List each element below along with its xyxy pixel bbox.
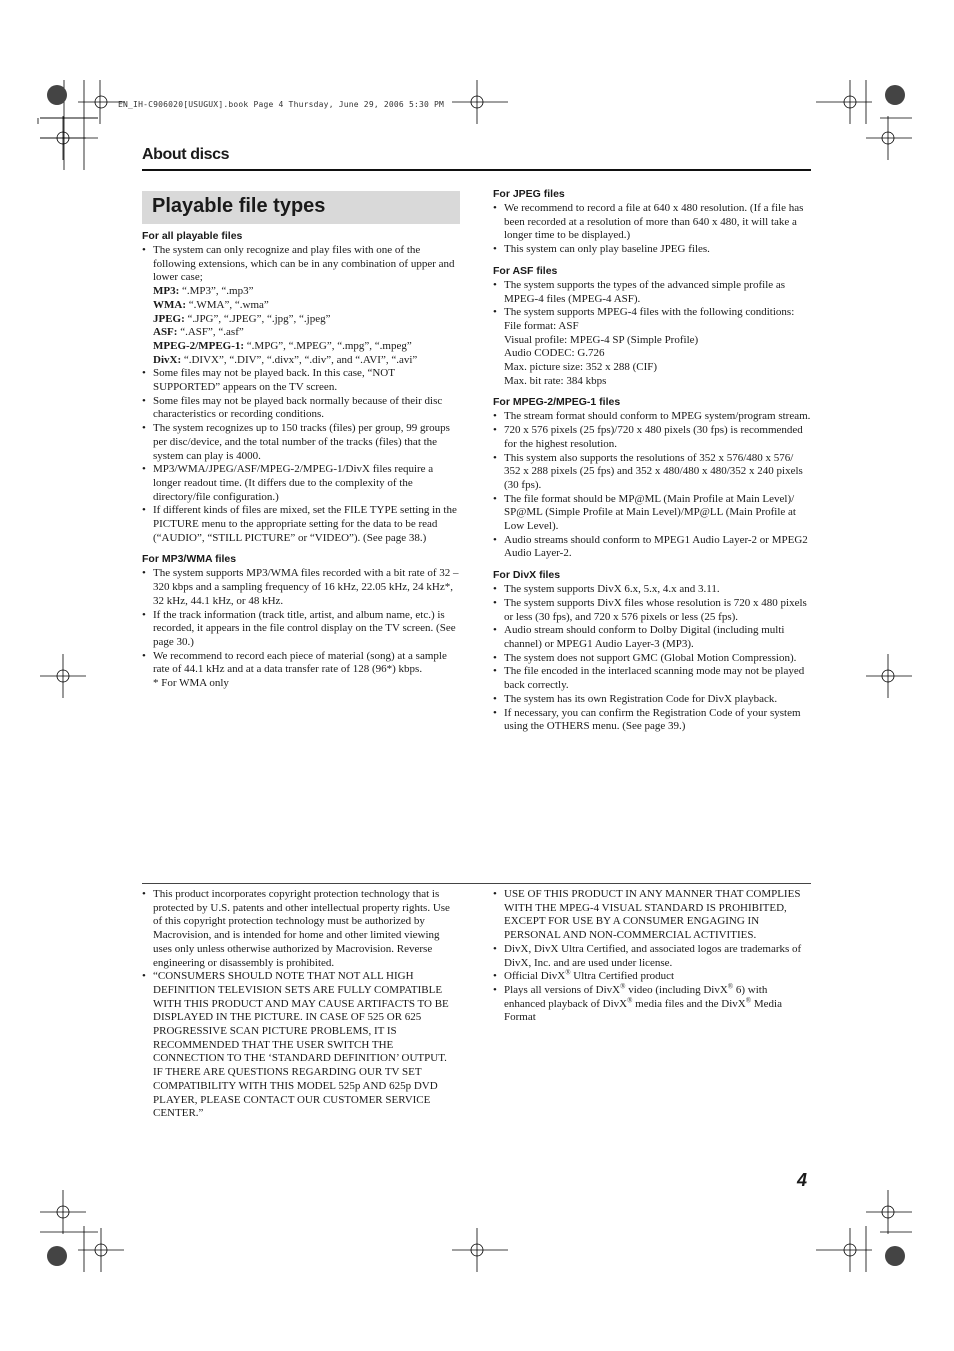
list-item: • The system supports DivX 6.x, 5.x, 4.x and 3.11.	[493, 583, 811, 597]
list-item: • Some files may not be played back normally because of their disc characteristics or recording conditions.	[142, 395, 460, 422]
legal-item: • “CONSUMERS SHOULD NOTE THAT NOT ALL HIGH DEFINITION TELEVISION SETS ARE FULLY COMPATIBLE WITH THIS PRODUCT AND MAY CAUSE ARTIFACTS TO BE DISPLAYED IN THE PICTURE. IN CASE OF 525 OR 625 PROGRESSIVE SCAN PICTURE PROBLEMS, IT IS RECOMMENDED THAT THE USER SWITCH THE CONNECTION TO THE ‘STANDARD DEFINITION’ OUTPUT. IF THERE ARE QUESTIONS REGARDING OUR TV SET COMPATIBILITY WITH THIS MODEL 525p AND 625p DVD PLAYER, PLEASE CONTACT OUR CUSTOMER SERVICE CENTER.”	[142, 970, 460, 1121]
list-item: • Audio stream should conform to Dolby Digital (including multi channel) or MPEG1 Audio Layer-3 (MP3).	[493, 624, 811, 651]
left-column	[142, 230, 460, 691]
list-item: • We recommend to record each piece of material (song) at a sample rate of 44.1 kHz and at a data transfer rate of 128 (96*) kbps.	[142, 650, 460, 677]
list-item: • The system supports MP3/WMA files recorded with a bit rate of 32 – 320 kbps and a sampling frequency of 16 kHz, 22.05 kHz, 24 kHz*, 32 kHz, 44.1 kHz, or 48 kHz.	[142, 567, 460, 608]
asf-condition: Max. bit rate: 384 kbps	[504, 374, 607, 387]
section-title: About discs	[142, 146, 230, 163]
page-number: 4	[797, 1170, 808, 1190]
legal-right	[493, 888, 811, 1025]
legal-item: • Plays all versions of DivX® video (including DivX® 6) with enhanced playback of DivX® media files and the DivX® Media Format	[493, 984, 811, 1025]
list-item: • Audio streams should conform to MPEG1 Audio Layer-2 or MPEG2 Audio Layer-2.	[493, 534, 811, 561]
right-column	[493, 188, 811, 734]
list-item: • The file encoded in the interlaced scanning mode may not be played back correctly.	[493, 665, 811, 692]
print-header: EN_IH-C906020[USUGUX].book Page 4 Thursday, June 29, 2006 5:30 PM	[118, 100, 445, 109]
heading-divx: For DivX files	[493, 569, 561, 582]
list-item: • This system can only play baseline JPEG files.	[493, 243, 811, 257]
legal-item: • Official DivX® Ultra Certified product	[493, 970, 811, 984]
extension-list: MP3: “.MP3”, “.mp3” WMA: “.WMA”, “.wma” JPEG: “.JPG”, “.JPEG”, “.jpg”, “.jpeg” ASF: “.ASF”, “.asf” MPEG-2/MPEG-1: “.MPG”, “.MPEG”, “.mpg”, “.mpeg” DivX: “.DIVX”, “.DIV”, “.divx”, “.div”, and “.AVI”, “.avi”	[153, 285, 418, 366]
list-item: • The system supports the types of the advanced simple profile as MPEG-4 files (MPEG-4 ASF).	[493, 279, 811, 306]
list-item: • The system supports MPEG-4 files with the following conditions: File format: ASF Visual profile: MPEG-4 SP (Simple Profile) Audio CODEC: G.726 Max. picture size: 352 x 288 (CIF) Max. bit rate: 384 kbps	[493, 306, 811, 388]
legal-item: • DivX, DivX Ultra Certified, and associated logos are trademarks of DivX, Inc. and are used under license.	[493, 943, 811, 970]
legal-item: • This product incorporates copyright protection technology that is protected by U.S. patents and other intellectual property rights. Use of this copyright protection technology must be authorized by Macrovision, and is intended for home and other limited viewing uses only unless otherwise authorized by Macrovision. Reverse engineering or disassembly is prohibited.	[142, 888, 460, 970]
asf-condition: File format: ASF	[504, 319, 579, 332]
list-item: • We recommend to record a file at 640 x 480 resolution. (If a file has been recorded at a resolution of more than 640 x 480, it will take a longer time to be displayed.)	[493, 202, 811, 243]
list-item: • 720 x 576 pixels (25 fps)/720 x 480 pixels (30 fps) is recommended for the highest resolution.	[493, 424, 811, 451]
list-item: • If different kinds of files are mixed, set the FILE TYPE setting in the PICTURE menu to the appropriate setting for the data to be read (“AUDIO”, “STILL PICTURE” or “VIDEO”). (See page 38.)	[142, 504, 460, 545]
asf-condition: Max. picture size: 352 x 288 (CIF)	[504, 361, 658, 374]
heading-jpeg: For JPEG files	[493, 188, 565, 200]
section-rule	[142, 169, 811, 171]
heading-all-files: For all playable files	[142, 230, 243, 242]
asf-condition: Visual profile: MPEG-4 SP (Simple Profile)	[504, 333, 699, 346]
legal-item: • USE OF THIS PRODUCT IN ANY MANNER THAT COMPLIES WITH THE MPEG-4 VISUAL STANDARD IS PROHIBITED, EXCEPT FOR USE BY A CONSUMER ENGAGING IN PERSONAL AND NON-COMMERCIAL ACTIVITIES.	[493, 888, 811, 943]
list-item: • Some files may not be played back. In this case, “NOT SUPPORTED” appears on the TV screen.	[142, 367, 460, 394]
list-item: • This system also supports the resolutions of 352 x 576/480 x 576/ 352 x 288 pixels (25 fps) and 352 x 480/480 x 480/352 x 240 pixels (30 fps).	[493, 452, 811, 493]
list-item: • The file format should be MP@ML (Main Profile at Main Level)/ SP@ML (Simple Profile at Main Level)/MP@LL (Main Profile at Low Level).	[493, 493, 811, 534]
asf-condition: Audio CODEC: G.726	[504, 347, 605, 360]
list-item: • The system does not support GMC (Global Motion Compression).	[493, 652, 811, 666]
heading-asf: For ASF files	[493, 264, 558, 277]
title-box	[142, 191, 460, 224]
heading-mpeg: For MPEG-2/MPEG-1 files	[493, 396, 621, 409]
list-item: • If the track information (track title, artist, and album name, etc.) is recorded, it appears in the file control display on the TV screen. (See page 30.)	[142, 609, 460, 650]
page-title: Playable file types	[152, 195, 326, 217]
wma-note: * For WMA only	[153, 677, 229, 690]
legal-left	[142, 888, 460, 1121]
heading-mp3-wma: For MP3/WMA files	[142, 553, 237, 566]
legal-divider	[142, 883, 811, 884]
list-item: • If necessary, you can confirm the Registration Code of your system using the OTHERS menu. (See page 39.)	[493, 707, 811, 734]
list-item: • The stream format should conform to MPEG system/program stream.	[493, 410, 811, 424]
list-item: • The system recognizes up to 150 tracks (files) per group, 99 groups per disc/device, and the total number of the tracks (files) that the system can play is 4000.	[142, 422, 460, 463]
list-item: • MP3/WMA/JPEG/ASF/MPEG-2/MPEG-1/DivX files require a longer readout time. (It differs due to the complexity of the directory/file configuration.)	[142, 463, 460, 504]
list-item: • The system supports DivX files whose resolution is 720 x 480 pixels or less (30 fps), and 720 x 576 pixels or less (25 fps).	[493, 597, 811, 624]
list-item: • The system can only recognize and play files with one of the following extensions, which can be in any combination of upper and lower case; MP3: “.MP3”, “.mp3” WMA: “.WMA”, “.wma” JPEG: “.JPG”, “.JPEG”, “.jpg”, “.jpeg” ASF: “.ASF”, “.asf” MPEG-2/MPEG-1: “.MPG”, “.MPEG”, “.mpg”, “.mpeg” DivX: “.DIVX”, “.DIV”, “.divx”, “.div”, and “.AVI”, “.avi”	[142, 244, 460, 367]
list-item: • The system has its own Registration Code for DivX playback.	[493, 693, 811, 707]
